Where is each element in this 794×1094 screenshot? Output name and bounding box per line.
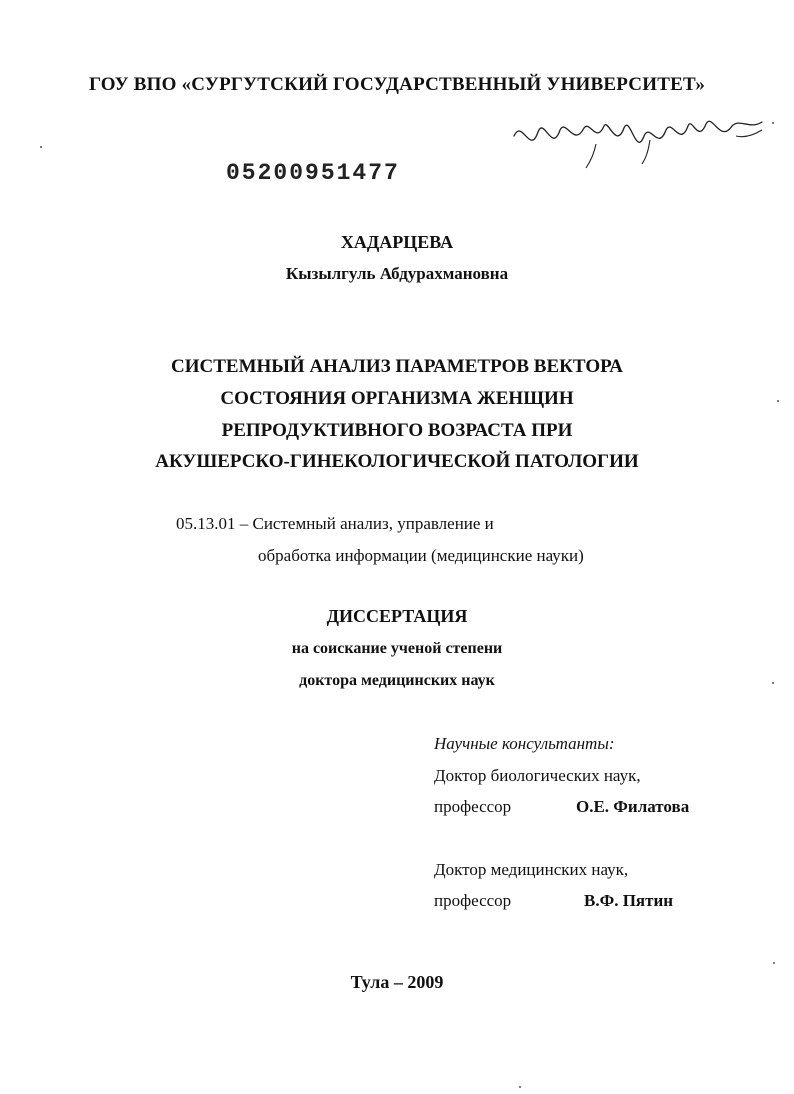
consultant-rank: профессор [434, 891, 512, 910]
scan-speck [777, 400, 779, 402]
title-line: РЕПРОДУКТИВНОГО ВОЗРАСТА ПРИ [221, 420, 573, 441]
scan-speck [772, 682, 774, 684]
consultant-degree: Доктор биологических наук, [434, 766, 641, 785]
title-line: СОСТОЯНИЯ ОРГАНИЗМА ЖЕНЩИН [220, 388, 574, 409]
degree-line-1: на соискание ученой степени [291, 640, 503, 657]
author-given-names: Кызылгуль Абдурахмановна [285, 264, 509, 283]
consultant-rank: профессор [434, 797, 512, 816]
consultant-name: В.Ф. Пятин [584, 891, 674, 910]
dissertation-heading: ДИССЕРТАЦИЯ [326, 606, 468, 626]
scan-speck [773, 962, 775, 964]
handwritten-signature-icon [500, 96, 770, 186]
consultant-name: О.Е. Филатова [576, 797, 690, 816]
inventory-number: 05200951477 [226, 160, 400, 186]
scan-speck [772, 122, 774, 124]
organization-name: ГОУ ВПО «СУРГУТСКИЙ ГОСУДАРСТВЕННЫЙ УНИВЕРСИТЕТ» [88, 74, 706, 95]
degree-line-2: доктора медицинских наук [299, 672, 495, 689]
title-line: АКУШЕРСКО-ГИНЕКОЛОГИЧЕСКОЙ ПАТОЛОГИИ [155, 451, 639, 472]
author-surname: ХАДАРЦЕВА [340, 232, 454, 252]
specialty-line-1: 05.13.01 – Системный анализ, управление и [176, 514, 494, 533]
specialty-line-2: обработка информации (медицинские науки) [258, 546, 584, 565]
scan-speck [519, 1086, 521, 1088]
consultant-degree: Доктор медицинских наук, [434, 860, 629, 879]
city-year: Тула – 2009 [350, 972, 444, 992]
title-line: СИСТЕМНЫЙ АНАЛИЗ ПАРАМЕТРОВ ВЕКТОРА [171, 356, 623, 377]
scan-speck [40, 146, 42, 148]
consultants-heading: Научные консультанты: [434, 734, 615, 753]
